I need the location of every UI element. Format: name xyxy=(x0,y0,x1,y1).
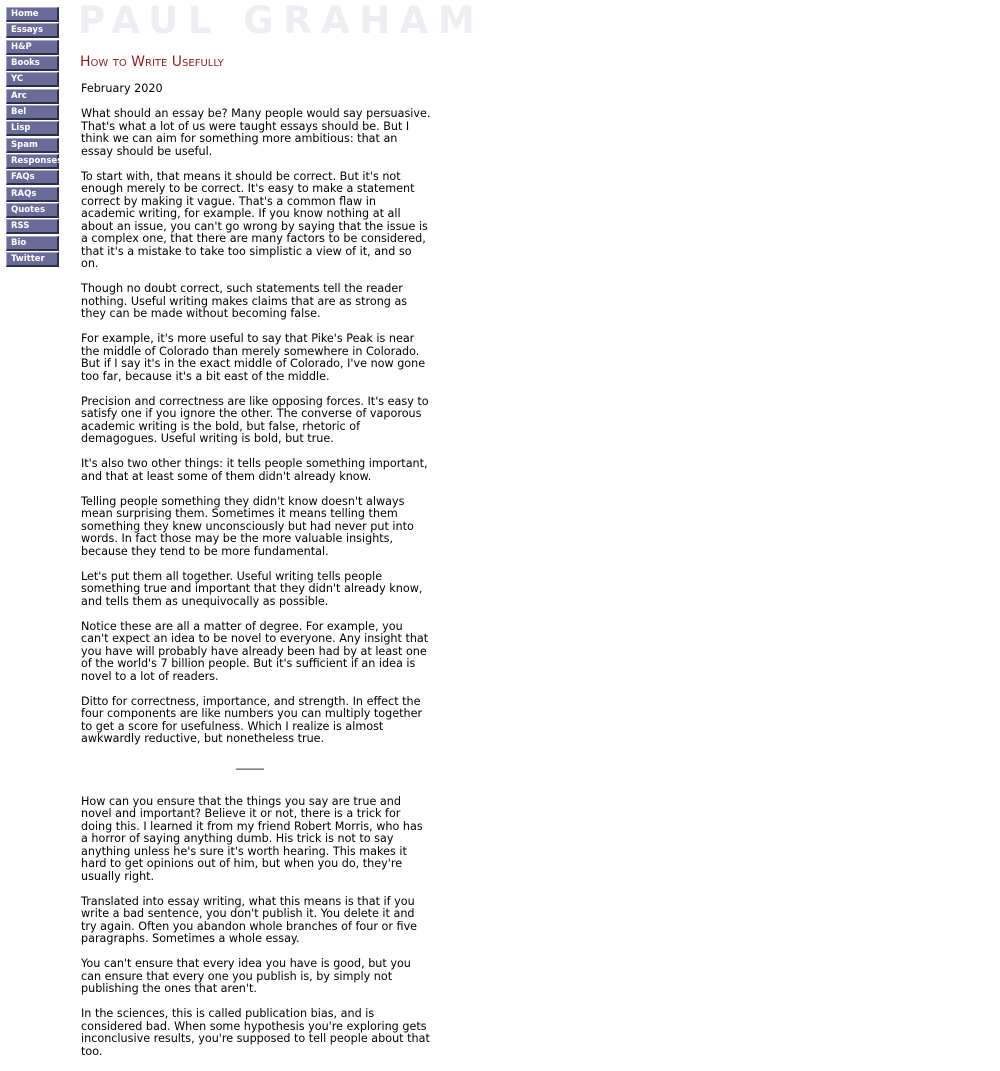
essay-paragraph: Telling people something they didn't know doesn't always mean surprising them. Sometimes it means telling them something they knew unconsciously but had never put into words. In fact those may be the more valuable insights, because they tend to be more fundamental. xyxy=(81,494,414,558)
nav-rss-button[interactable]: RSS xyxy=(6,219,59,234)
nav-bel-button[interactable]: Bel xyxy=(6,105,59,120)
essay-section-1 xyxy=(81,108,431,746)
nav-twitter-button[interactable]: Twitter xyxy=(6,252,59,267)
essay-paragraph: Translated into essay writing, what this means is that if you write a bad sentence, you don't publish it. You delete it and try again. Often you abandon whole branches of four or five paragraphs. Sometimes a whole essay. xyxy=(81,894,418,945)
essay-section-2 xyxy=(81,796,431,1059)
nav-bio-button[interactable]: Bio xyxy=(6,236,59,251)
essay-paragraph: Though no doubt correct, such statements tell the reader nothing. Useful writing makes claims that are as strong as they can be made without becoming false. xyxy=(81,282,408,320)
essay-paragraph: Ditto for correctness, importance, and strength. In effect the four components are like numbers you can multiply together to get a score for usefulness. Which I realize is almost awkwardly reductive, but nonetheless true. xyxy=(81,694,423,745)
essay-paragraph: Precision and correctness are like opposing forces. It's easy to satisfy one if you ignore the other. The converse of vaporous academic writing is the bold, but false, rhetoric of demagogues. Useful writing is bold, but true. xyxy=(81,394,429,445)
nav-responses-button[interactable]: Responses xyxy=(6,154,59,169)
essay-body xyxy=(81,83,431,1071)
essay-paragraph: For example, it's more useful to say that Pike's Peak is near the middle of Colorado than merely somewhere in Colorado. But if I say it's in the exact middle of Colorado, I've now gone too far, because it's a bit east of the middle. xyxy=(81,332,426,383)
nav-essays-button[interactable]: Essays xyxy=(6,23,59,38)
nav-lisp-button[interactable]: Lisp xyxy=(6,121,59,136)
essay-paragraph: How can you ensure that the things you say are true and novel and important? Believe it or not, there is a trick for doing this. I learned it from my friend Robert Morris, who has a horror of saying anything dumb. His trick is not to say anything unless he's sure it's worth hearing. This makes it hard to get opinions out of him, but when you do, they're usually right. xyxy=(81,794,423,883)
essay-title: How to Write Usefully xyxy=(80,54,224,70)
essay-paragraph: It's also two other things: it tells people something important, and that at least some of them didn't already know. xyxy=(81,457,428,483)
nav-quotes-button[interactable]: Quotes xyxy=(6,203,59,218)
site-title-logo[interactable]: PAUL GRAHAM xyxy=(78,0,485,42)
nav-hp-button[interactable]: H&P xyxy=(6,40,59,55)
nav-arc-button[interactable]: Arc xyxy=(6,89,59,104)
essay-date: February 2020 xyxy=(81,82,163,95)
essay-paragraph: Notice these are all a matter of degree. For example, you can't expect an idea to be novel to everyone. Any insight that you have will probably have already been had by at least one of the world's 7 billion people. But it's sufficient if an idea is novel to a lot of readers. xyxy=(81,619,429,683)
essay-paragraph: To start with, that means it should be correct. But it's not enough merely to be correct. It's easy to make a statement correct by making it vague. That's a common flaw in academic writing, for example. If you know nothing at all about an issue, you can't go wrong by saying that the issue is a complex one, that there are many factors to be considered, that it's a mistake to take too simplistic a view of it, and so on. xyxy=(81,169,428,270)
nav-home-button[interactable]: Home xyxy=(6,7,59,22)
nav-books-button[interactable]: Books xyxy=(6,56,59,71)
nav-yc-button[interactable]: YC xyxy=(6,72,59,87)
nav-spam-button[interactable]: Spam xyxy=(6,138,59,153)
essay-paragraph: Let's put them all together. Useful writing tells people something true and important that they didn't already know, and tells them as unequivocally as possible. xyxy=(81,569,423,608)
section-divider: _____ xyxy=(236,757,264,770)
nav-raqs-button[interactable]: RAQs xyxy=(6,187,59,202)
sidebar-nav xyxy=(6,7,63,269)
essay-paragraph: In the sciences, this is called publication bias, and is considered bad. When some hypothesis you're exploring gets inconclusive results, you're supposed to tell people about that too. xyxy=(81,1007,430,1058)
essay-paragraph: What should an essay be? Many people would say persuasive. That's what a lot of us were taught essays should be. But I think we can aim for something more ambitious: that an essay should be useful. xyxy=(81,107,431,158)
essay-paragraph: You can't ensure that every idea you have is good, but you can ensure that every one you publish is, by simply not publishing the ones that aren't. xyxy=(81,957,411,995)
nav-faqs-button[interactable]: FAQs xyxy=(6,170,59,185)
